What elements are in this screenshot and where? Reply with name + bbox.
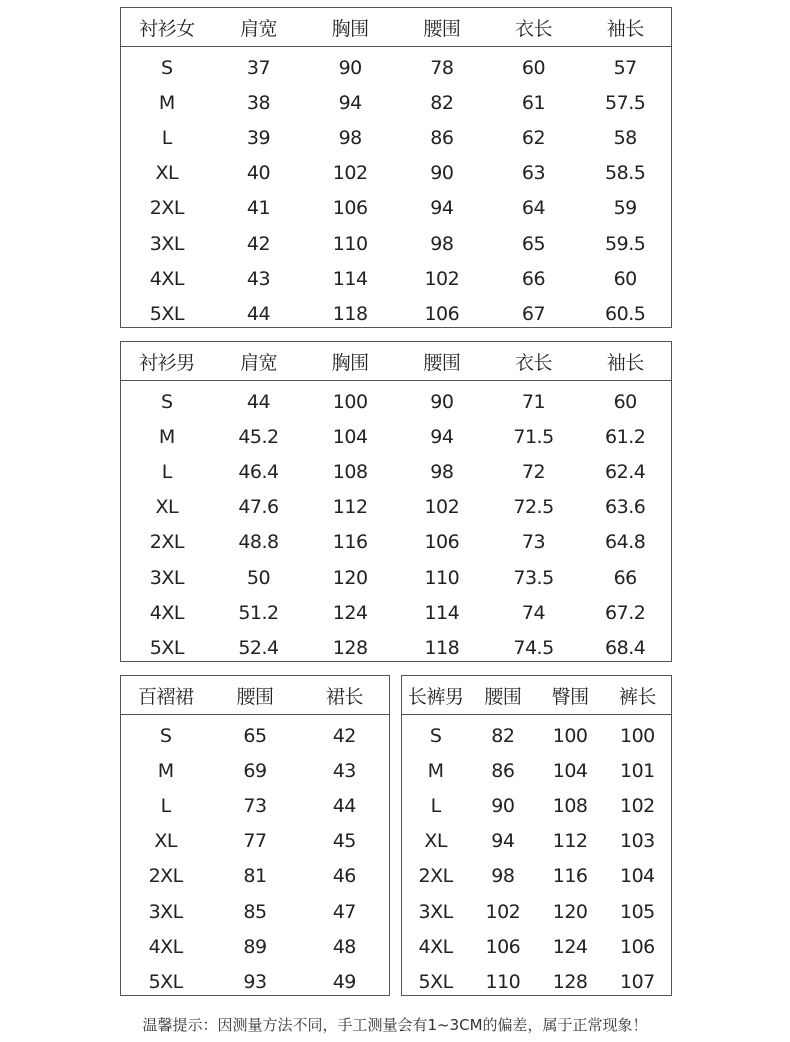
measurement-cell: 104 bbox=[552, 759, 588, 782]
size-label: S bbox=[429, 724, 442, 747]
size-label: M bbox=[158, 425, 175, 448]
measurement-cell: 58 bbox=[613, 126, 637, 149]
measurement-cell: 48 bbox=[332, 935, 356, 958]
measurement-cell: 40 bbox=[246, 162, 271, 185]
womens-shirt-size-table bbox=[120, 7, 672, 328]
measurement-cell: 44 bbox=[246, 302, 271, 325]
measurement-cell: 93 bbox=[243, 970, 267, 993]
measurement-cell: 105 bbox=[619, 900, 655, 923]
table-row bbox=[402, 859, 671, 894]
measurement-cell: 66 bbox=[613, 566, 637, 589]
measurement-cell: 42 bbox=[332, 724, 356, 747]
measurement-cell: 106 bbox=[424, 531, 460, 554]
measurement-cell: 116 bbox=[552, 865, 588, 888]
measurement-cell: 106 bbox=[332, 197, 368, 220]
table-row bbox=[121, 788, 389, 823]
measurement-cell: 104 bbox=[619, 865, 655, 888]
header-cell: 衬衫男 bbox=[139, 351, 195, 374]
size-label: 5XL bbox=[148, 970, 183, 993]
table-row bbox=[402, 788, 671, 823]
table-row bbox=[121, 454, 671, 489]
table-row bbox=[121, 630, 671, 665]
size-label: XL bbox=[424, 830, 447, 853]
header-cell: 裙长 bbox=[325, 685, 363, 708]
measurement-cell: 102 bbox=[619, 794, 655, 817]
table-row bbox=[121, 191, 671, 226]
measurement-cell: 108 bbox=[332, 460, 368, 483]
measurement-cell: 65 bbox=[243, 724, 267, 747]
table-row bbox=[402, 824, 671, 859]
table-row bbox=[121, 296, 671, 331]
table-row bbox=[121, 894, 389, 929]
header-cell: 臀围 bbox=[551, 685, 589, 708]
table-row bbox=[121, 419, 671, 454]
measurement-cell: 107 bbox=[619, 970, 655, 993]
measurement-cell: 59.5 bbox=[605, 232, 646, 255]
size-label: L bbox=[161, 460, 172, 483]
measurement-cell: 90 bbox=[338, 56, 362, 79]
header-cell: 袖长 bbox=[606, 351, 644, 374]
size-label: 4XL bbox=[149, 601, 184, 624]
measurement-cell: 60 bbox=[521, 56, 546, 79]
measurement-cell: 50 bbox=[246, 566, 271, 589]
measurement-cell: 110 bbox=[332, 232, 368, 255]
measurement-cell: 46 bbox=[332, 865, 356, 888]
header-cell: 腰围 bbox=[236, 685, 274, 708]
measurement-cell: 90 bbox=[430, 390, 454, 413]
measurement-cell: 64.8 bbox=[605, 531, 646, 554]
measurement-cell: 94 bbox=[338, 91, 362, 114]
size-label: 3XL bbox=[418, 900, 453, 923]
mens-trousers-size-table bbox=[401, 675, 672, 996]
header-cell: 裤长 bbox=[618, 685, 656, 708]
table-header bbox=[121, 676, 389, 715]
measurement-cell: 61.2 bbox=[605, 425, 646, 448]
table-row bbox=[121, 560, 671, 595]
measurement-cell: 100 bbox=[619, 724, 655, 747]
table-header bbox=[121, 342, 671, 381]
measurement-cell: 72.5 bbox=[513, 496, 554, 519]
measurement-cell: 73 bbox=[521, 531, 546, 554]
header-cell: 胸围 bbox=[331, 351, 369, 374]
table-row bbox=[402, 964, 671, 999]
header-cell: 胸围 bbox=[331, 17, 369, 40]
measurement-cell: 46.4 bbox=[238, 460, 279, 483]
size-label: XL bbox=[154, 830, 177, 853]
measurement-cell: 114 bbox=[424, 601, 460, 624]
measurement-cell: 103 bbox=[619, 830, 655, 853]
measurement-cell: 68.4 bbox=[605, 636, 646, 659]
table-body bbox=[121, 715, 389, 1000]
size-label: 5XL bbox=[418, 970, 453, 993]
measurement-note: 温馨提示：因测量方法不同，手工测量会有1~3CM的偏差，属于正常现象！ bbox=[142, 1016, 648, 1034]
table-row bbox=[121, 929, 389, 964]
table-row bbox=[402, 929, 671, 964]
measurement-cell: 89 bbox=[243, 935, 267, 958]
measurement-cell: 41 bbox=[246, 197, 271, 220]
measurement-cell: 44 bbox=[332, 794, 356, 817]
measurement-cell: 45 bbox=[332, 830, 356, 853]
table-row bbox=[121, 595, 671, 630]
measurement-cell: 60 bbox=[613, 390, 637, 413]
measurement-cell: 47 bbox=[332, 900, 356, 923]
measurement-cell: 58.5 bbox=[605, 162, 646, 185]
table-row bbox=[121, 50, 671, 85]
pleated-skirt-size-table bbox=[120, 675, 390, 996]
measurement-cell: 63 bbox=[521, 162, 546, 185]
measurement-cell: 94 bbox=[430, 425, 454, 448]
size-label: 2XL bbox=[148, 865, 183, 888]
size-label: M bbox=[427, 759, 444, 782]
table-row bbox=[121, 226, 671, 261]
measurement-cell: 128 bbox=[332, 636, 368, 659]
measurement-cell: 124 bbox=[552, 935, 588, 958]
measurement-cell: 72 bbox=[521, 460, 546, 483]
measurement-cell: 100 bbox=[552, 724, 588, 747]
measurement-cell: 45.2 bbox=[238, 425, 279, 448]
measurement-cell: 78 bbox=[430, 56, 454, 79]
table-row bbox=[121, 859, 389, 894]
measurement-cell: 118 bbox=[332, 302, 368, 325]
table-body bbox=[402, 715, 671, 1000]
measurement-cell: 98 bbox=[338, 126, 362, 149]
measurement-cell: 65 bbox=[521, 232, 546, 255]
measurement-cell: 67.2 bbox=[605, 601, 646, 624]
measurement-cell: 102 bbox=[485, 900, 521, 923]
header-cell: 长裤男 bbox=[407, 685, 464, 708]
size-label: 3XL bbox=[149, 232, 184, 255]
measurement-cell: 118 bbox=[424, 636, 460, 659]
size-label: L bbox=[160, 794, 171, 817]
measurement-cell: 102 bbox=[332, 162, 368, 185]
measurement-cell: 100 bbox=[332, 390, 368, 413]
header-cell: 腰围 bbox=[423, 17, 461, 40]
table-row bbox=[402, 753, 671, 788]
size-label: S bbox=[161, 390, 173, 413]
measurement-cell: 39 bbox=[246, 126, 271, 149]
size-label: M bbox=[158, 91, 175, 114]
table-row bbox=[121, 753, 389, 788]
size-label: XL bbox=[155, 496, 179, 519]
measurement-cell: 67 bbox=[521, 302, 546, 325]
measurement-cell: 114 bbox=[332, 267, 368, 290]
measurement-cell: 116 bbox=[332, 531, 368, 554]
measurement-cell: 51.2 bbox=[238, 601, 279, 624]
measurement-cell: 64 bbox=[521, 197, 546, 220]
measurement-cell: 47.6 bbox=[238, 496, 279, 519]
measurement-cell: 60 bbox=[613, 267, 637, 290]
measurement-cell: 66 bbox=[521, 267, 546, 290]
measurement-cell: 69 bbox=[243, 759, 267, 782]
measurement-cell: 43 bbox=[332, 759, 356, 782]
measurement-cell: 112 bbox=[552, 830, 588, 853]
table-row bbox=[121, 718, 389, 753]
measurement-cell: 112 bbox=[332, 496, 368, 519]
table-row bbox=[121, 156, 671, 191]
measurement-cell: 81 bbox=[243, 865, 267, 888]
measurement-cell: 101 bbox=[619, 759, 655, 782]
size-label: L bbox=[430, 794, 441, 817]
measurement-cell: 102 bbox=[424, 496, 460, 519]
measurement-cell: 86 bbox=[430, 126, 454, 149]
measurement-cell: 52.4 bbox=[238, 636, 279, 659]
measurement-cell: 57 bbox=[613, 56, 637, 79]
size-label: 2XL bbox=[418, 865, 453, 888]
size-label: 4XL bbox=[148, 935, 183, 958]
measurement-cell: 59 bbox=[613, 197, 637, 220]
size-label: 3XL bbox=[149, 566, 184, 589]
measurement-cell: 90 bbox=[430, 162, 454, 185]
mens-shirt-size-table bbox=[120, 341, 672, 662]
table-row bbox=[121, 120, 671, 155]
measurement-cell: 61 bbox=[521, 91, 546, 114]
table-row bbox=[402, 894, 671, 929]
table-row bbox=[121, 490, 671, 525]
header-cell: 腰围 bbox=[484, 685, 522, 708]
header-cell: 腰围 bbox=[423, 351, 461, 374]
measurement-cell: 124 bbox=[332, 601, 368, 624]
measurement-cell: 98 bbox=[491, 865, 515, 888]
measurement-cell: 48.8 bbox=[238, 531, 279, 554]
measurement-cell: 106 bbox=[619, 935, 655, 958]
measurement-cell: 62 bbox=[521, 126, 546, 149]
table-body bbox=[121, 47, 671, 332]
table-header bbox=[121, 8, 671, 47]
measurement-cell: 82 bbox=[430, 91, 454, 114]
measurement-cell: 128 bbox=[552, 970, 588, 993]
measurement-cell: 73 bbox=[243, 794, 267, 817]
size-label: 5XL bbox=[149, 636, 184, 659]
measurement-cell: 120 bbox=[552, 900, 588, 923]
size-label: 3XL bbox=[148, 900, 183, 923]
measurement-cell: 82 bbox=[491, 724, 515, 747]
measurement-cell: 106 bbox=[485, 935, 521, 958]
measurement-cell: 38 bbox=[246, 91, 271, 114]
table-row bbox=[121, 525, 671, 560]
header-cell: 百褶裙 bbox=[137, 685, 194, 708]
header-cell: 衬衫女 bbox=[139, 17, 195, 40]
measurement-cell: 90 bbox=[491, 794, 515, 817]
measurement-cell: 60.5 bbox=[605, 302, 646, 325]
size-label: L bbox=[161, 126, 172, 149]
size-label: 4XL bbox=[149, 267, 184, 290]
table-body bbox=[121, 381, 671, 666]
measurement-cell: 57.5 bbox=[605, 91, 646, 114]
size-label: 2XL bbox=[149, 531, 184, 554]
table-row bbox=[121, 85, 671, 120]
size-label: 4XL bbox=[418, 935, 453, 958]
table-row bbox=[121, 384, 671, 419]
header-cell: 衣长 bbox=[515, 17, 553, 40]
measurement-cell: 73.5 bbox=[513, 566, 554, 589]
measurement-cell: 62.4 bbox=[605, 460, 646, 483]
table-header bbox=[402, 676, 671, 715]
measurement-cell: 71 bbox=[521, 390, 546, 413]
measurement-cell: 74.5 bbox=[513, 636, 554, 659]
size-label: M bbox=[157, 759, 174, 782]
measurement-cell: 63.6 bbox=[605, 496, 646, 519]
size-label: XL bbox=[155, 162, 179, 185]
measurement-cell: 104 bbox=[332, 425, 368, 448]
table-row bbox=[121, 824, 389, 859]
measurement-cell: 44 bbox=[246, 390, 271, 413]
size-label: S bbox=[161, 56, 173, 79]
measurement-cell: 102 bbox=[424, 267, 460, 290]
measurement-cell: 108 bbox=[552, 794, 588, 817]
header-cell: 肩宽 bbox=[240, 351, 278, 374]
measurement-cell: 71.5 bbox=[513, 425, 554, 448]
measurement-cell: 85 bbox=[243, 900, 267, 923]
header-cell: 肩宽 bbox=[240, 17, 278, 40]
measurement-cell: 106 bbox=[424, 302, 460, 325]
header-cell: 衣长 bbox=[515, 351, 553, 374]
measurement-cell: 98 bbox=[430, 460, 454, 483]
table-row bbox=[402, 718, 671, 753]
measurement-cell: 94 bbox=[491, 830, 515, 853]
table-row bbox=[121, 964, 389, 999]
size-label: 5XL bbox=[149, 302, 184, 325]
size-label: S bbox=[159, 724, 172, 747]
measurement-cell: 94 bbox=[430, 197, 454, 220]
measurement-cell: 110 bbox=[424, 566, 460, 589]
measurement-cell: 42 bbox=[246, 232, 271, 255]
measurement-cell: 37 bbox=[246, 56, 271, 79]
header-cell: 袖长 bbox=[606, 17, 644, 40]
size-label: 2XL bbox=[149, 197, 184, 220]
measurement-cell: 110 bbox=[485, 970, 521, 993]
measurement-cell: 98 bbox=[430, 232, 454, 255]
measurement-cell: 120 bbox=[332, 566, 368, 589]
measurement-cell: 86 bbox=[491, 759, 515, 782]
measurement-cell: 49 bbox=[332, 970, 356, 993]
measurement-cell: 43 bbox=[246, 267, 271, 290]
measurement-cell: 77 bbox=[243, 830, 267, 853]
measurement-cell: 74 bbox=[521, 601, 546, 624]
table-row bbox=[121, 261, 671, 296]
